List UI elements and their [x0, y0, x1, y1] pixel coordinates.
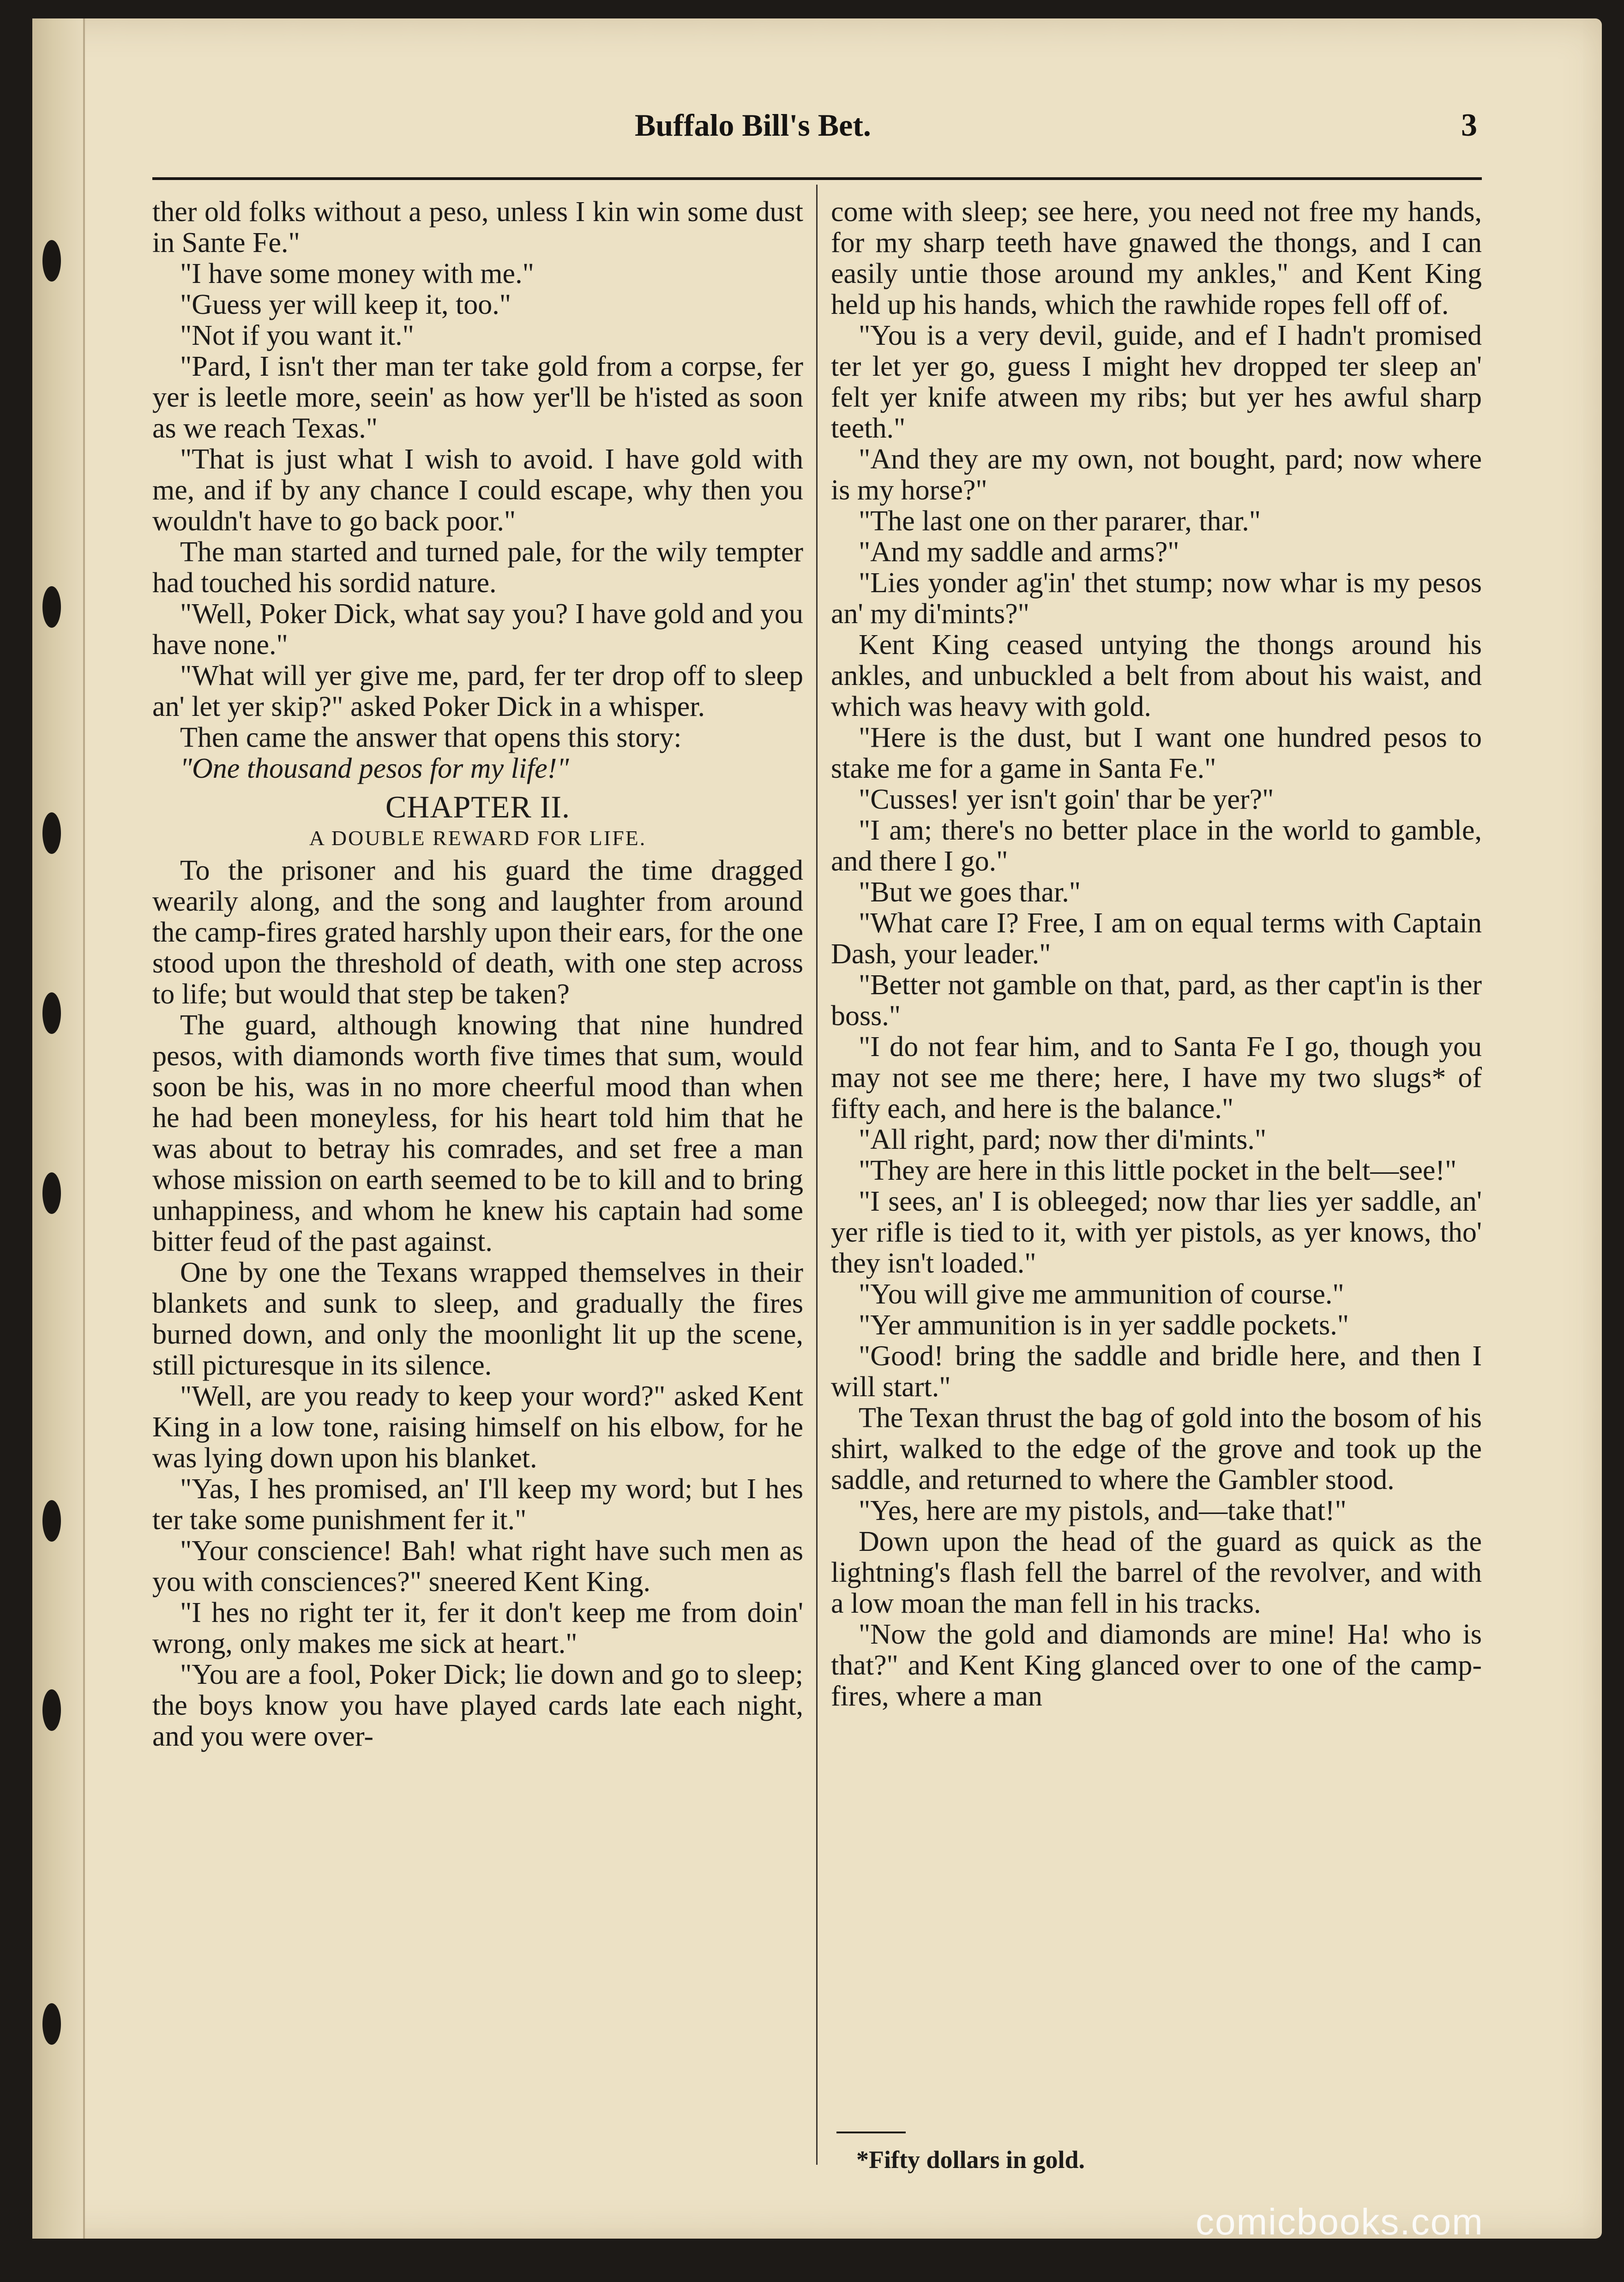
paragraph: "Well, are you ready to keep your word?" asked Kent King in a low tone, raising himself on his elbow, for he was lying down upon his blanket. [152, 1381, 803, 1474]
binding-hole [42, 1172, 61, 1214]
paragraph: To the prisoner and his guard the time dragged wearily along, and the song and laughter from around the camp-fires grated harshly upon their ears, for the one stood upon the threshold of death, with one step across to life; but would that step be taken? [152, 855, 803, 1010]
binding-hole [42, 812, 61, 854]
paragraph: "I have some money with me." [180, 258, 534, 289]
binding-hole [42, 2003, 61, 2045]
paragraph: come with sleep; see here, you need not free my hands, for my sharp teeth have gnawed the thongs, and I can easily untie those around my ankles," and Kent King held up his hands, which the rawhide ropes fell off of. [831, 196, 1482, 320]
paragraph: ther old folks without a peso, unless I kin win some dust in Sante Fe." [152, 196, 803, 258]
paragraph: "The last one on ther pararer, thar." [859, 505, 1261, 537]
paragraph: "Lies yonder ag'in' thet stump; now whar is my pesos an' my di'mints?" [831, 567, 1482, 630]
paragraph: "What will yer give me, pard, fer ter drop off to sleep an' let yer skip?" asked Poker Dick in a whisper. [152, 660, 803, 722]
footnote: *Fifty dollars in gold. [856, 2146, 1085, 2174]
quote-line: "One thousand pesos for my life!" [180, 753, 569, 784]
paragraph: "And my saddle and arms?" [859, 536, 1179, 568]
paragraph: "You will give me ammunition of course." [859, 1279, 1344, 1310]
paragraph: "What care I? Free, I am on equal terms with Captain Dash, your leader." [831, 907, 1482, 970]
paragraph: "Better not gamble on that, pard, as ther capt'in is ther boss." [831, 969, 1482, 1032]
binding-hole [42, 240, 61, 282]
paragraph: "Your conscience! Bah! what right have such men as you with consciences?" sneered Kent King. [152, 1535, 803, 1597]
paragraph: "Here is the dust, but I want one hundred pesos to stake me for a game in Santa Fe." [831, 722, 1482, 784]
binding-hole [42, 992, 61, 1034]
binding-hole [42, 586, 61, 628]
right-column [831, 197, 1482, 1712]
paragraph: "And they are my own, not bought, pard; now where is my horse?" [831, 444, 1482, 506]
paragraph: "Cusses! yer isn't goin' thar be yer?" [859, 784, 1274, 815]
paragraph: "I sees, an' I is obleeged; now thar lies yer saddle, an' yer rifle is tied to it, with yer pistols, as yer knows, tho' they isn't loaded." [831, 1186, 1482, 1279]
paragraph: "Good! bring the saddle and bridle here, and then I will start." [831, 1340, 1482, 1403]
paragraph: Down upon the head of the guard as quick as the lightning's flash fell the barrel of the revolver, and with a low moan the man fell in his tracks. [831, 1526, 1482, 1619]
running-head-title: Buffalo Bill's Bet. [635, 108, 871, 143]
paragraph: "Well, Poker Dick, what say you? I have gold and you have none." [152, 598, 803, 661]
paragraph: "Pard, I isn't ther man ter take gold from a corpse, fer yer is leetle more, seein' as how yer'll be h'isted as soon as we reach Texas." [152, 351, 803, 444]
paragraph: "You are a fool, Poker Dick; lie down and go to sleep; the boys know you have played cards late each night, and you were over- [152, 1659, 803, 1752]
footnote-rule [836, 2132, 906, 2133]
header-rule [152, 177, 1482, 180]
paragraph: The man started and turned pale, for the wily tempter had touched his sordid nature. [152, 536, 803, 599]
paragraph: The guard, although knowing that nine hundred pesos, with diamonds worth five times that sum, would soon be his, was in no more cheerful mood than when he had been moneyless, for his heart told him that he was about to betray his comrades, and set free a man whose mission on earth seemed to be to kill and to bring unhappiness, and whom he knew his captain had some bitter feud of the past against. [152, 1009, 803, 1257]
paragraph: "I am; there's no better place in the world to gamble, and there I go." [831, 815, 1482, 877]
paragraph: Then came the answer that opens this story: [180, 722, 682, 753]
column-divider [816, 185, 818, 2165]
paragraph: "I hes no right ter it, fer it don't keep me from doin' wrong, only makes me sick at heart." [152, 1597, 803, 1659]
paragraph: "You is a very devil, guide, and ef I hadn't promised ter let yer go, guess I might hev dropped ter sleep an' felt yer knife atween my ribs; but yer hes awful sharp teeth." [831, 320, 1482, 444]
binding-hole [42, 1689, 61, 1731]
binding-hole [42, 1500, 61, 1542]
paragraph: One by one the Texans wrapped themselves in their blankets and sunk to sleep, and gradually the fires burned down, and only the moonlight lit up the scene, still picturesque in its silence. [152, 1257, 803, 1381]
paragraph: "I do not fear him, and to Santa Fe I go, though you may not see me there; here, I have my two slugs* of fifty each, and here is the balance." [831, 1031, 1482, 1124]
paragraph: Kent King ceased untying the thongs around his ankles, and unbuckled a belt from about his waist, and which was heavy with gold. [831, 629, 1482, 722]
paragraph: "They are here in this little pocket in the belt—see!" [859, 1155, 1457, 1186]
paragraph: "Guess yer will keep it, too." [180, 289, 511, 320]
left-column [152, 197, 803, 1752]
paragraph: "Yas, I hes promised, an' I'll keep my word; but I hes ter take some punishment fer it." [152, 1473, 803, 1536]
paragraph: "All right, pard; now ther di'mints." [859, 1124, 1267, 1155]
chapter-title: CHAPTER II. [385, 789, 571, 824]
paragraph: The Texan thrust the bag of gold into the bosom of his shirt, walked to the edge of the grove and took up the saddle, and returned to where the Gambler stood. [831, 1402, 1482, 1495]
paragraph: "But we goes thar." [859, 877, 1081, 908]
watermark-text: comicbooks.com [1196, 2201, 1484, 2242]
page-number: 3 [1461, 108, 1477, 143]
paragraph: "Not if you want it." [180, 320, 414, 351]
paragraph: "Yer ammunition is in yer saddle pockets." [859, 1309, 1349, 1341]
paragraph: "Now the gold and diamonds are mine! Ha! who is that?" and Kent King glanced over to one of the camp-fires, where a man [831, 1619, 1482, 1712]
paragraph: "That is just what I wish to avoid. I have gold with me, and if by any chance I could escape, why then you wouldn't have to go back poor." [152, 444, 803, 537]
chapter-subtitle: A DOUBLE REWARD FOR LIFE. [309, 826, 647, 850]
page-binding [32, 18, 85, 2239]
paragraph: "Yes, here are my pistols, and—take that!" [859, 1495, 1347, 1526]
